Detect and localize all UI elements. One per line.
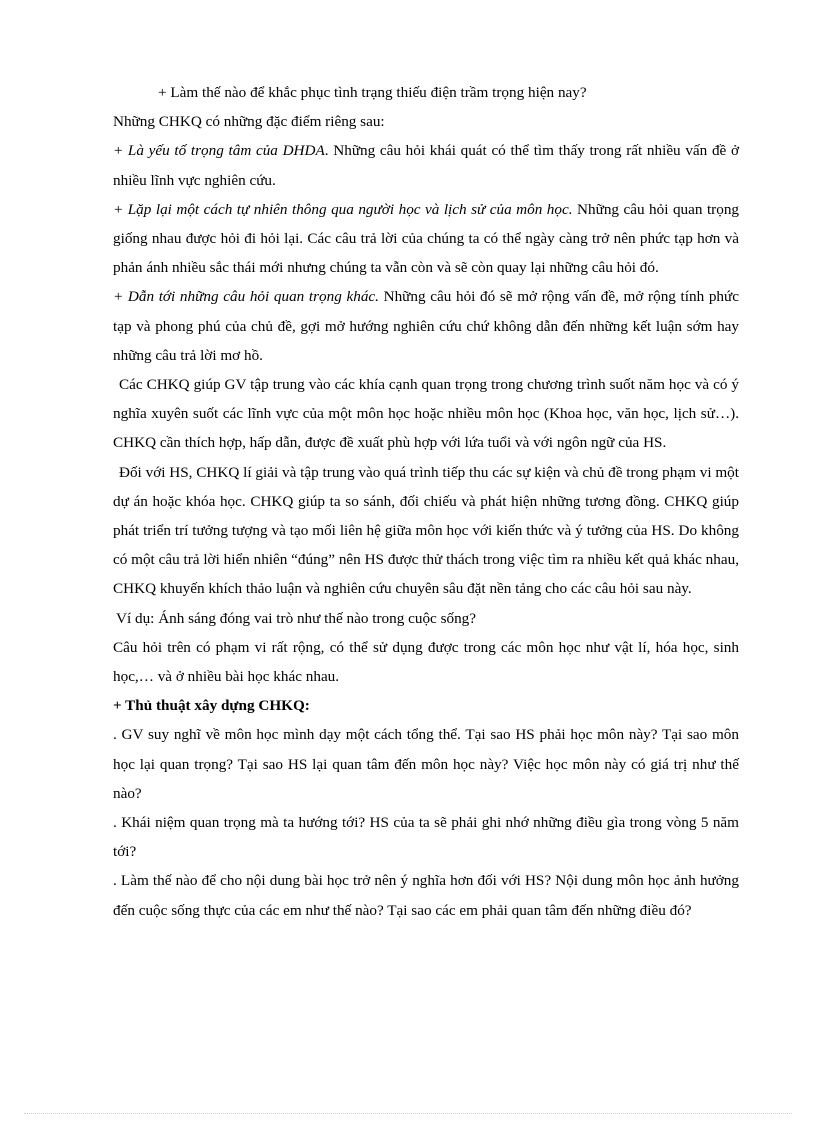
feature-text: Những câu hỏi quan trọng giống nhau được hỏi đi hỏi lại. Các câu trả lời của chúng ta có thể ngày càng trở nên phức tạp hơn và phản ánh nhiều sắc thái mới nhưng chúng ta vẫn còn và sẽ còn quay lại những câu hỏi đó. (113, 200, 740, 277)
feature-paragraph (113, 195, 739, 283)
body-paragraph: Ví dụ: Ánh sáng đóng vai trò như thế nào trong cuộc sống? (116, 609, 477, 627)
feature-paragraph (113, 282, 739, 370)
feature-lead: + Dẫn tới những câu hỏi quan trọng khác. (113, 288, 379, 306)
body-paragraph: Những CHKQ có những đặc điểm riêng sau: (113, 113, 385, 131)
feature-text: . Những câu hỏi khái quát có thể tìm thấy trong rất nhiều vấn đề ở nhiều lĩnh vực nghiên cứu. (113, 142, 739, 189)
section-heading (113, 691, 739, 720)
body-paragraph: . GV suy nghĩ về môn học mình dạy một cách tổng thể. Tại sao HS phải học môn này? Tại sao môn học lại quan trọng? Tại sao HS lại quan tâm đến môn học này? Việc học môn này có giá trị như thế nào? (113, 726, 739, 802)
document-body (113, 78, 739, 925)
body-paragraph: . Khái niệm quan trọng mà ta hướng tới? HS của ta sẽ phải ghi nhớ những điều gìa trong vòng 5 năm tới? (113, 814, 739, 861)
page-bottom-divider (24, 1113, 792, 1114)
feature-text: Những câu hỏi đó sẽ mở rộng vấn đề, mở rộng tính phức tạp và phong phú của chủ đề, gợi mở hướng nghiên cứu chứ không dẫn đến những kết luận sớm hay những câu trả lời mơ hồ. (113, 288, 739, 364)
body-paragraph: + Làm thế nào để khắc phục tình trạng thiếu điện trầm trọng hiện nay? (158, 84, 587, 101)
body-paragraph: Các CHKQ giúp GV tập trung vào các khía cạnh quan trọng trong chương trình suốt năm học và có ý nghĩa xuyên suốt các lĩnh vực của một môn học hoặc nhiều môn học (Khoa học, văn học, lịch sử…). CHKQ cần thích hợp, hấp dẫn, được đề xuất phù hợp với lứa tuổi và với ngôn ngữ của HS. (113, 376, 739, 452)
feature-lead: + Lặp lại một cách tự nhiên thông qua người học và lịch sử của môn học. (113, 200, 573, 218)
body-paragraph: . Làm thế nào để cho nội dung bài học trở nên ý nghĩa hơn đối với HS? Nội dung môn học ảnh hưởng đến cuộc sống thực của các em như thế nào? Tại sao các em phải quan tâm đến những điều đó? (113, 872, 739, 919)
feature-lead: + Là yếu tố trọng tâm của DHDA (113, 142, 325, 160)
feature-paragraph (113, 136, 739, 194)
body-paragraph: Đối với HS, CHKQ lí giải và tập trung vào quá trình tiếp thu các sự kiện và chủ đề trong phạm vi một dự án hoặc khóa học. CHKQ giúp ta so sánh, đối chiếu và phát hiện những tương đồng. CHKQ giúp phát triển trí tưởng tượng và tạo mối liên hệ giữa môn học với kiến thức và ý tưởng của HS. Do không có một câu trả lời hiển nhiên “đúng” nên HS được thử thách trong việc tìm ra nhiều kết quả khác nhau, CHKQ khuyến khích thảo luận và nghiên cứu chuyên sâu đặt nền tảng cho các câu hỏi sau này. (113, 463, 739, 598)
body-paragraph: Câu hỏi trên có phạm vi rất rộng, có thể sử dụng được trong các môn học như vật lí, hóa học, sinh học,… và ở nhiều bài học khác nhau. (113, 638, 739, 686)
section-heading-text: + Thủ thuật xây dựng CHKQ: (113, 697, 310, 715)
